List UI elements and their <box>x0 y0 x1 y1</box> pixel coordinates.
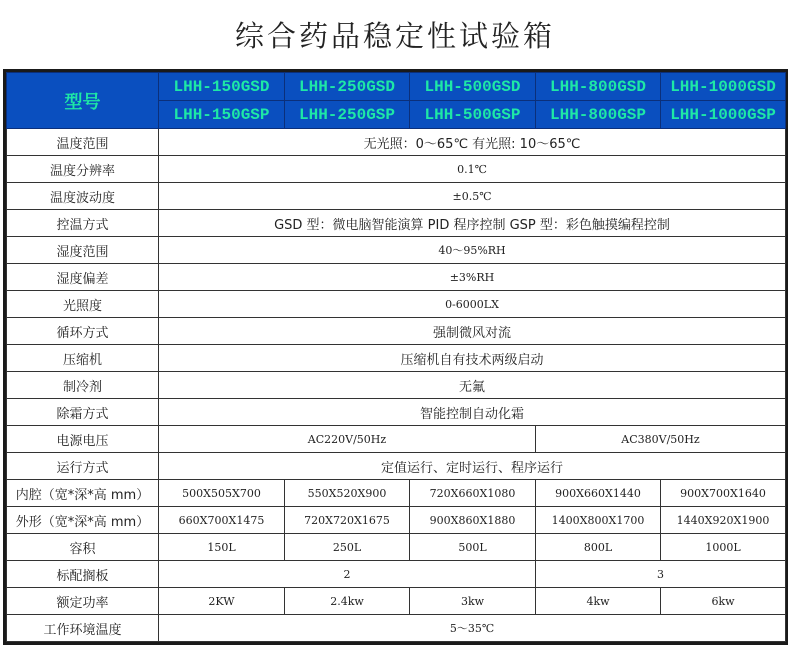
row-value: 1000L <box>661 534 786 561</box>
model-gsp: LHH-1000GSP <box>661 101 786 129</box>
row-value: AC220V/50Hz <box>159 426 536 453</box>
table-row <box>7 129 786 156</box>
row-label: 控温方式 <box>7 210 159 237</box>
row-value: 40～95%RH <box>159 237 786 264</box>
table-row <box>7 426 786 453</box>
row-value: 720X720X1675 <box>285 507 410 534</box>
row-label: 光照度 <box>7 291 159 318</box>
table-row <box>7 480 786 507</box>
row-value: 720X660X1080 <box>410 480 536 507</box>
row-label: 制冷剂 <box>7 372 159 399</box>
row-label: 温度分辨率 <box>7 156 159 183</box>
row-value: 900X700X1640 <box>661 480 786 507</box>
row-value: 500L <box>410 534 536 561</box>
row-value: 智能控制自动化霜 <box>159 399 786 426</box>
model-gsp: LHH-800GSP <box>536 101 661 129</box>
row-value: 2.4kw <box>285 588 410 615</box>
table-row <box>7 237 786 264</box>
row-value: 3kw <box>410 588 536 615</box>
table-row <box>7 507 786 534</box>
row-value: 4kw <box>536 588 661 615</box>
row-value: 压缩机自有技术两级启动 <box>159 345 786 372</box>
row-label: 湿度偏差 <box>7 264 159 291</box>
row-label: 额定功率 <box>7 588 159 615</box>
row-value: ±0.5℃ <box>159 183 786 210</box>
table-row <box>7 318 786 345</box>
model-gsp: LHH-500GSP <box>410 101 536 129</box>
row-value: 900X660X1440 <box>536 480 661 507</box>
model-gsp: LHH-150GSP <box>159 101 285 129</box>
table-row <box>7 264 786 291</box>
row-value: 0-6000LX <box>159 291 786 318</box>
row-label: 容积 <box>7 534 159 561</box>
table-row <box>7 561 786 588</box>
table-row <box>7 534 786 561</box>
row-value: 强制微风对流 <box>159 318 786 345</box>
row-label: 电源电压 <box>7 426 159 453</box>
row-label: 循环方式 <box>7 318 159 345</box>
model-gsd: LHH-500GSD <box>410 73 536 101</box>
row-value: 2 <box>159 561 536 588</box>
table-row <box>7 345 786 372</box>
model-gsd: LHH-800GSD <box>536 73 661 101</box>
row-value: 1440X920X1900 <box>661 507 786 534</box>
row-label: 内腔（宽*深*高 mm） <box>7 480 159 507</box>
row-label: 外形（宽*深*高 mm） <box>7 507 159 534</box>
table-row <box>7 210 786 237</box>
model-gsd: LHH-1000GSD <box>661 73 786 101</box>
row-value: 250L <box>285 534 410 561</box>
table-row <box>7 183 786 210</box>
row-value: AC380V/50Hz <box>536 426 786 453</box>
row-value: ±3%RH <box>159 264 786 291</box>
row-value: 定值运行、定时运行、程序运行 <box>159 453 786 480</box>
row-label: 压缩机 <box>7 345 159 372</box>
row-label: 除霜方式 <box>7 399 159 426</box>
row-label: 湿度范围 <box>7 237 159 264</box>
row-value: 3 <box>536 561 786 588</box>
row-value: 6kw <box>661 588 786 615</box>
table-row <box>7 615 786 642</box>
model-gsd: LHH-250GSD <box>285 73 410 101</box>
row-value: 5～35℃ <box>159 615 786 642</box>
row-value: 0.1℃ <box>159 156 786 183</box>
row-value: 550X520X900 <box>285 480 410 507</box>
row-value: 150L <box>159 534 285 561</box>
row-label: 温度波动度 <box>7 183 159 210</box>
row-label: 运行方式 <box>7 453 159 480</box>
row-label: 标配搁板 <box>7 561 159 588</box>
table-row <box>7 453 786 480</box>
row-value: 无氟 <box>159 372 786 399</box>
model-gsd: LHH-150GSD <box>159 73 285 101</box>
table-row <box>7 588 786 615</box>
spec-table <box>6 72 786 642</box>
row-value: 2KW <box>159 588 285 615</box>
page-title: 综合药品稳定性试验箱 <box>234 19 555 53</box>
row-value: 660X700X1475 <box>159 507 285 534</box>
model-gsp: LHH-250GSP <box>285 101 410 129</box>
row-value: 800L <box>536 534 661 561</box>
row-value: 1400X800X1700 <box>536 507 661 534</box>
table-row <box>7 399 786 426</box>
row-value: 500X505X700 <box>159 480 285 507</box>
row-value: 900X860X1880 <box>410 507 536 534</box>
table-row <box>7 372 786 399</box>
model-header: 型号 <box>7 73 159 129</box>
header-row-gsd <box>7 73 786 101</box>
spec-table-container <box>3 69 788 645</box>
row-value: GSD 型：微电脑智能演算 PID 程序控制 GSP 型：彩色触摸编程控制 <box>159 210 786 237</box>
table-row <box>7 291 786 318</box>
row-label: 温度范围 <box>7 129 159 156</box>
row-label: 工作环境温度 <box>7 615 159 642</box>
table-row <box>7 156 786 183</box>
row-value: 无光照：0～65℃ 有光照: 10～65℃ <box>159 129 786 156</box>
